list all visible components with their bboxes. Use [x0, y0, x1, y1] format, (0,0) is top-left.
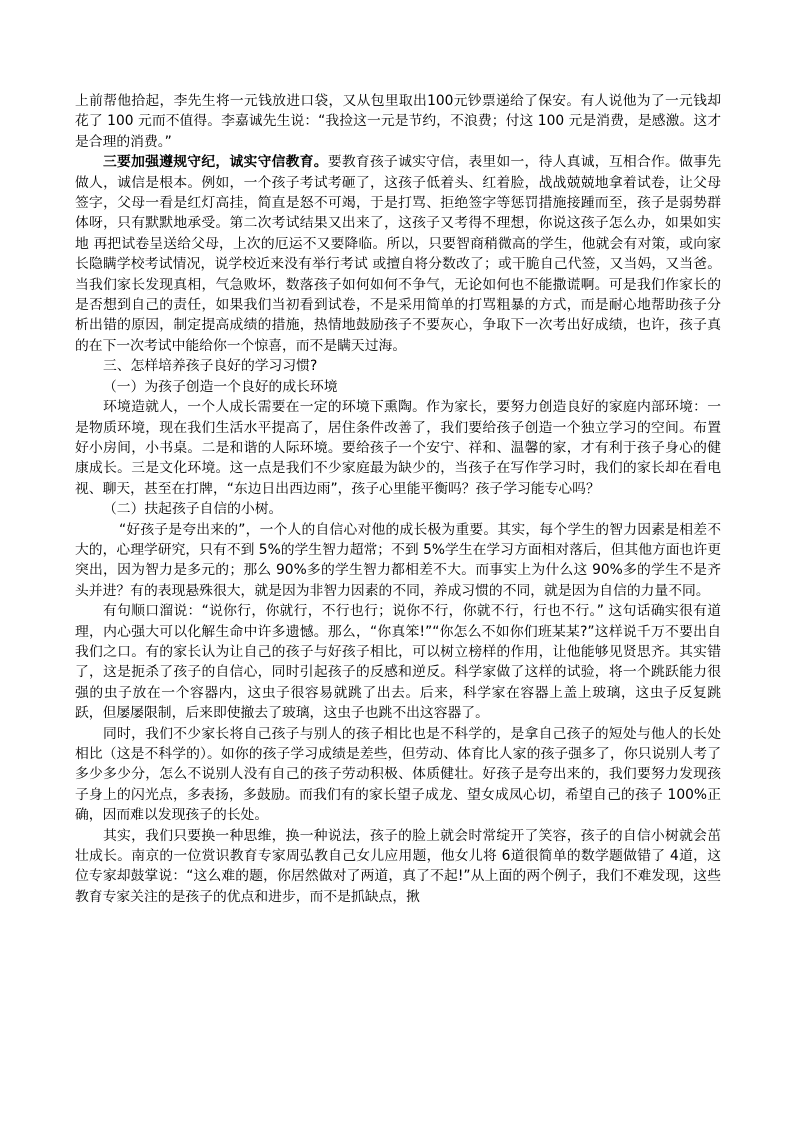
heading-text: （二）扶起孩子自信的小树。: [103, 501, 283, 518]
paragraph-change-thinking: [75, 826, 721, 908]
paragraph-text: 上前帮他拾起，李先生将一元钱放进口袋，又从包里取出100元钞票递给了保安。有人说他为了一元钱却花了 100 元而不值得。李嘉诚先生说：“我捡这一元是节约，不浪费；付这 100 元是消费，是感激。这才是合理的消费。”: [75, 93, 721, 150]
subsection-heading-environment: [75, 377, 721, 397]
paragraph-environment: [75, 397, 721, 499]
paragraph-honesty-education: [75, 152, 721, 356]
paragraph-text: 要教育孩子诚实守信，表里如一，待人真诚，互相合作。做事先做人，诚信是根本。例如，一个孩子考试考砸了，这孩子低着头、红着脸，战战兢兢地拿着试卷，让父母签字，父母一看是红灯高挂，简直是怒不可竭，于是打骂、拒绝签字等惩罚措施接踵而至，孩子是弱势群体呀，只有默默地承受。第二次考试结果又出来了，这孩子又考得不理想，你说这孩子怎么办，如果如实地 再把试卷呈送给父母，上次的厄运不又要降临。所以，只要智商稍微高的学生，他就会有对策，或向家长隐瞒学校考试情况，说学校近来没有举行考试 或擅自将分数改了；或干脆自己代签，又当妈，又当爸。当我们家长发现真相，气急败坏，数落孩子如何如何不争气，无论如何也不能撒谎啊。可是我们作家长的是否想到自己的责任，如果我们当初看到试卷，不是采用简单的打骂粗暴的方式，而是耐心地帮助孩子分析出错的原因，制定提高成绩的措施，热情地鼓励孩子不要灰心，争取下一次考出好成绩，也许，孩子真的在下一次考试中能给你一个惊喜，而不是瞒天过海。: [75, 154, 722, 354]
paragraph-text: 同时，我们不少家长将自己孩子与别人的孩子相比也是不科学的，是拿自己孩子的短处与他人的长处相比（这是不科学的）。如你的孩子学习成绩是差些，但劳动、体育比人家的孩子强多了，你只说别人考了多少多少分，怎么不说别人没有自己的孩子劳动积极、体质健壮。好孩子是夸出来的，我们要努力发现孩子身上的闪光点，多表扬，多鼓励。而我们有的家长望子成龙、望女成凤心切，希望自己的孩子 100%正确，因而难以发现孩子的长处。: [75, 725, 721, 824]
paragraph-praise: [75, 520, 721, 602]
paragraph-text: 环境造就人，一个人成长需要在一定的环境下熏陶。作为家长，要努力创造良好的家庭内部环境：一是物质环境，现在我们生活水平提高了，居住条件改善了，我们要给孩子创造一个独立学习的空间。布置好小房间，小书桌。二是和谐的人际环境。要给孩子一个安宁、祥和、温馨的家，才有利于孩子身心的健康成长。三是文化环境。这一点是我们不少家庭最为缺少的，当孩子在写作学习时，我们的家长却在看电视、聊天，甚至在打牌，“东边日出西边雨”，孩子心里能平衡吗？孩子学习能专心吗？: [75, 399, 721, 497]
paragraph-text: 其实，我们只要换一种思维，换一种说法，孩子的脸上就会时常绽开了笑容，孩子的自信小树就会茁壮成长。南京的一位赏识教育专家周弘教自己女儿应用题，他女儿将 6道很简单的数学题做错了 4道，这位专家却鼓掌说：“这么难的题，你居然做对了两道，真了不起!”从上面的两个例子，我们不难发现，这些教育专家关注的是孩子的优点和进步，而不是抓缺点，揪: [75, 827, 721, 905]
paragraph-li-jiacheng-story: [75, 91, 721, 152]
heading-text: 三、怎样培养孩子良好的学习习惯?: [103, 358, 318, 375]
subsection-heading-confidence: [75, 499, 721, 519]
heading-text: （一）为孩子创造一个良好的成长环境: [103, 378, 338, 395]
document-body: [75, 91, 721, 907]
paragraph-text: 有句顺口溜说：“说你行，你就行，不行也行；说你不行，你就不行，行也不行。” 这句话确实很有道理，内心强大可以化解生命中许多遗憾。那么，“你真笨!”“你怎么不如你们班某某?”这样说千万不要出自我们之口。有的家长认为让自己的孩子与好孩子相比，可以树立榜样的作用，让他能够见贤思齐。其实错了，这是扼杀了孩子的自信心，同时引起孩子的反感和逆反。科学家做了这样的试验，将一个跳跃能力很强的虫子放在一个容器内，这虫子很容易就跳了出去。后来，科学家在容器上盖上玻璃，这虫子反复跳跃，但屡屡限制，后来即使撤去了玻璃，这虫子也跳不出这容器了。: [75, 603, 721, 722]
paragraph-comparison: [75, 724, 721, 826]
paragraph-saying: [75, 601, 721, 723]
section-heading-study-habits: [75, 356, 721, 376]
paragraph-text: “好孩子是夸出来的”，一个人的自信心对他的成长极为重要。其实，每个学生的智力因素是相差不大的，心理学研究，只有不到 5%的学生智力超常；不到 5%学生在学习方面相对落后，但其他方面也许更突出，因为智力是多元的；那么 90%多的学生智力都相差不大。而事实上为什么这 90%多的学生不是齐头并进？有的表现悬殊很大，就是因为非智力因素的不同，养成习惯的不同，就是因为自信的力量不同。: [75, 521, 721, 599]
paragraph-lead-heading: 三要加强遵规守纪，诚实守信教育。: [103, 154, 328, 171]
